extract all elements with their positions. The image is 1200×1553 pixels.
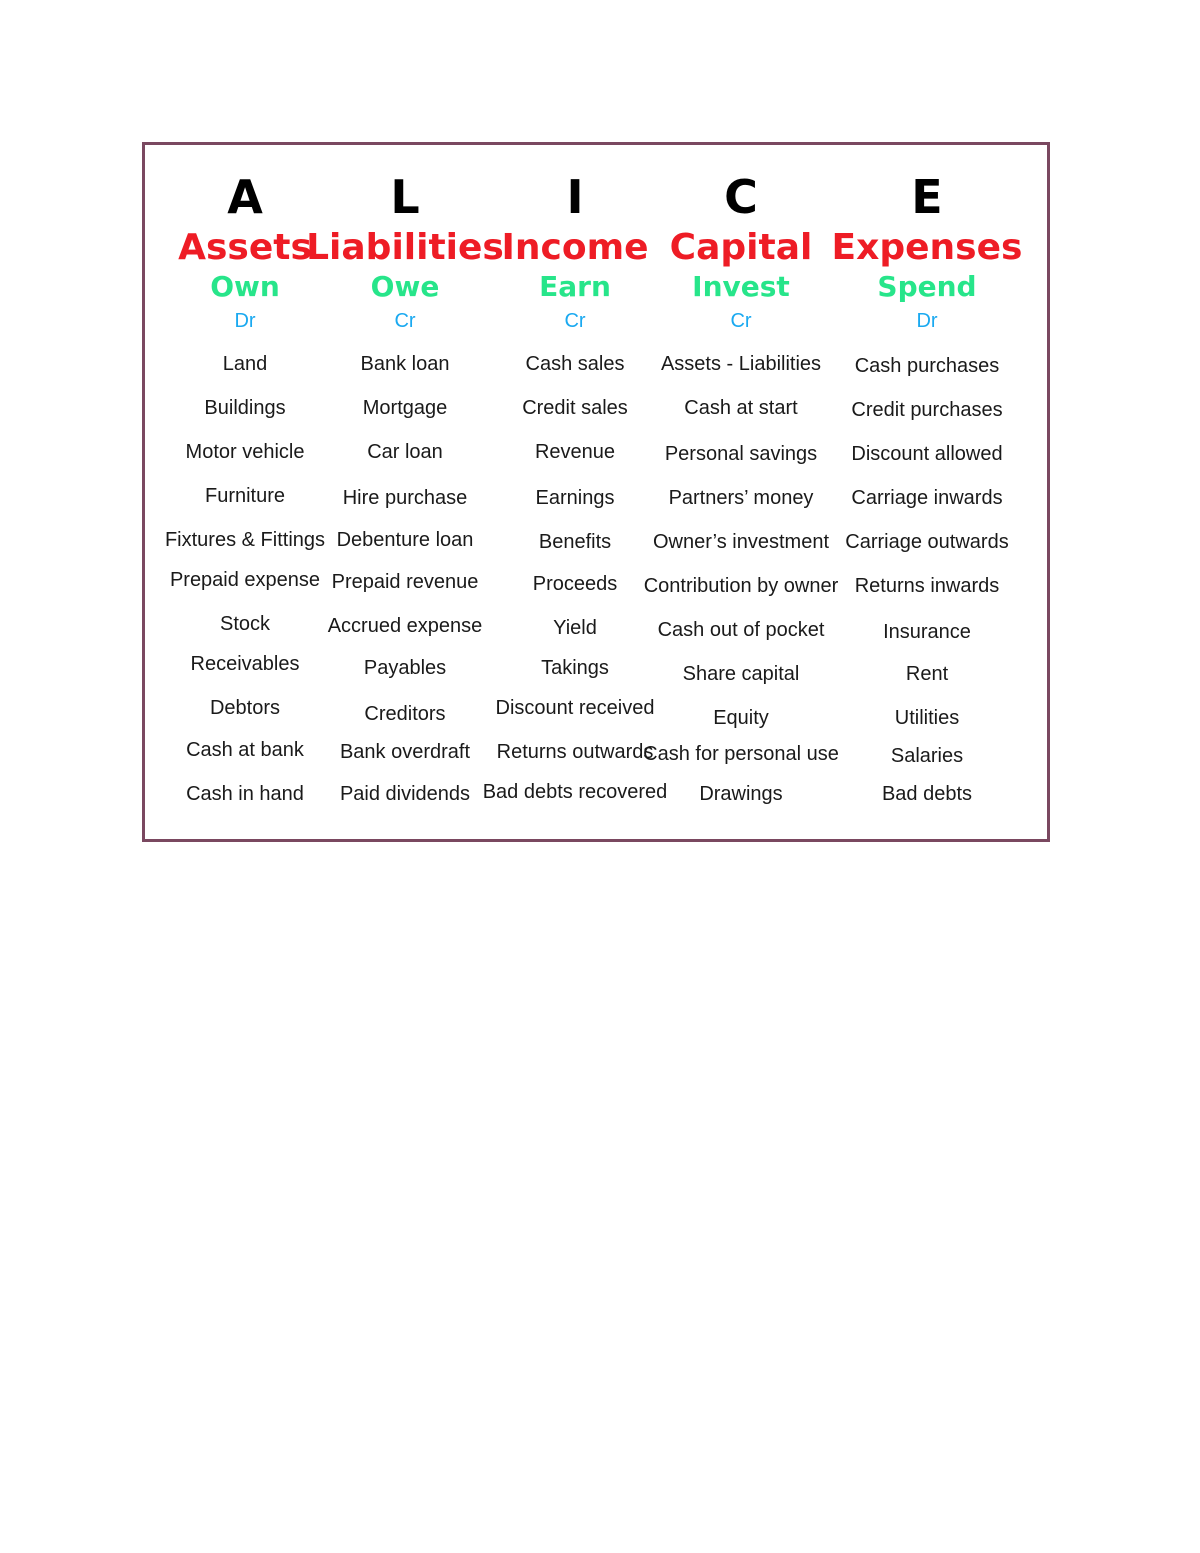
list-item: Carriage inwards <box>851 487 1003 509</box>
list-item: Equity <box>713 707 769 729</box>
list-item: Personal savings <box>664 443 818 465</box>
column-side: Dr <box>916 310 938 332</box>
column-category: Capital <box>669 227 813 268</box>
list-item: Cash for personal use <box>643 743 839 765</box>
list-item: Salaries <box>890 745 964 767</box>
list-item: Utilities <box>894 707 960 729</box>
list-item: Motor vehicle <box>185 441 305 463</box>
column-category: Liabilities <box>306 227 504 268</box>
list-item: Benefits <box>538 531 612 553</box>
column-verb: Invest <box>692 270 790 303</box>
alice-chart-frame <box>142 142 1050 842</box>
list-item: Cash purchases <box>854 355 1000 377</box>
list-item: Prepaid revenue <box>331 571 479 593</box>
list-item: Owner’s investment <box>653 531 829 553</box>
list-item: Contribution by owner <box>643 575 839 597</box>
list-item: Cash in hand <box>186 783 304 805</box>
list-item: Share capital <box>682 663 800 685</box>
list-item: Cash out of pocket <box>657 619 825 641</box>
column-side: Cr <box>564 310 586 332</box>
list-item: Credit purchases <box>851 399 1003 421</box>
column-side: Cr <box>394 310 416 332</box>
column-letter: E <box>911 170 943 224</box>
column-verb: Spend <box>877 270 977 303</box>
list-item: Mortgage <box>362 397 448 419</box>
list-item: Discount received <box>495 697 655 719</box>
list-item: Debtors <box>209 697 281 719</box>
list-item: Bad debts <box>881 783 973 805</box>
column-letter: A <box>227 170 263 224</box>
list-item: Receivables <box>190 653 300 675</box>
list-item: Hire purchase <box>342 487 468 509</box>
list-item: Credit sales <box>522 397 628 419</box>
list-item: Fixtures & Fittings <box>164 529 326 551</box>
list-item: Payables <box>363 657 447 679</box>
list-item: Drawings <box>699 783 783 805</box>
list-item: Returns inwards <box>854 575 1000 597</box>
column-category: Expenses <box>831 227 1023 268</box>
list-item: Carriage outwards <box>845 531 1009 553</box>
column-side: Cr <box>730 310 752 332</box>
list-item: Creditors <box>364 703 446 725</box>
list-item: Partners’ money <box>668 487 814 509</box>
list-item: Earnings <box>535 487 615 509</box>
column-letter: C <box>724 170 758 224</box>
list-item: Cash at bank <box>186 739 304 761</box>
list-item: Revenue <box>534 441 616 463</box>
list-item: Furniture <box>204 485 286 507</box>
list-item: Yield <box>553 617 597 639</box>
list-item: Stock <box>219 613 271 635</box>
column-verb: Own <box>210 270 280 303</box>
list-item: Returns outwards <box>496 741 654 763</box>
list-item: Land <box>222 353 268 375</box>
list-item: Car loan <box>367 441 443 463</box>
list-item: Accrued expense <box>327 615 483 637</box>
list-item: Assets - Liabilities <box>660 353 822 375</box>
column-verb: Owe <box>370 270 440 303</box>
list-item: Discount allowed <box>851 443 1003 465</box>
column-letter: L <box>390 170 420 224</box>
column-letter: I <box>566 170 584 224</box>
list-item: Cash at start <box>684 397 798 419</box>
list-item: Paid dividends <box>339 783 471 805</box>
column-side: Dr <box>234 310 256 332</box>
list-item: Cash sales <box>525 353 625 375</box>
list-item: Bank loan <box>360 353 450 375</box>
list-item: Bad debts recovered <box>482 781 668 803</box>
column-category: Income <box>501 227 649 268</box>
list-item: Insurance <box>883 621 971 643</box>
list-item: Takings <box>541 657 609 679</box>
column-category: Assets <box>178 227 312 268</box>
list-item: Prepaid expense <box>169 569 321 591</box>
list-item: Debenture loan <box>336 529 474 551</box>
list-item: Rent <box>905 663 949 685</box>
list-item: Bank overdraft <box>339 741 471 763</box>
list-item: Buildings <box>204 397 286 419</box>
column-verb: Earn <box>539 270 611 303</box>
list-item: Proceeds <box>532 573 618 595</box>
